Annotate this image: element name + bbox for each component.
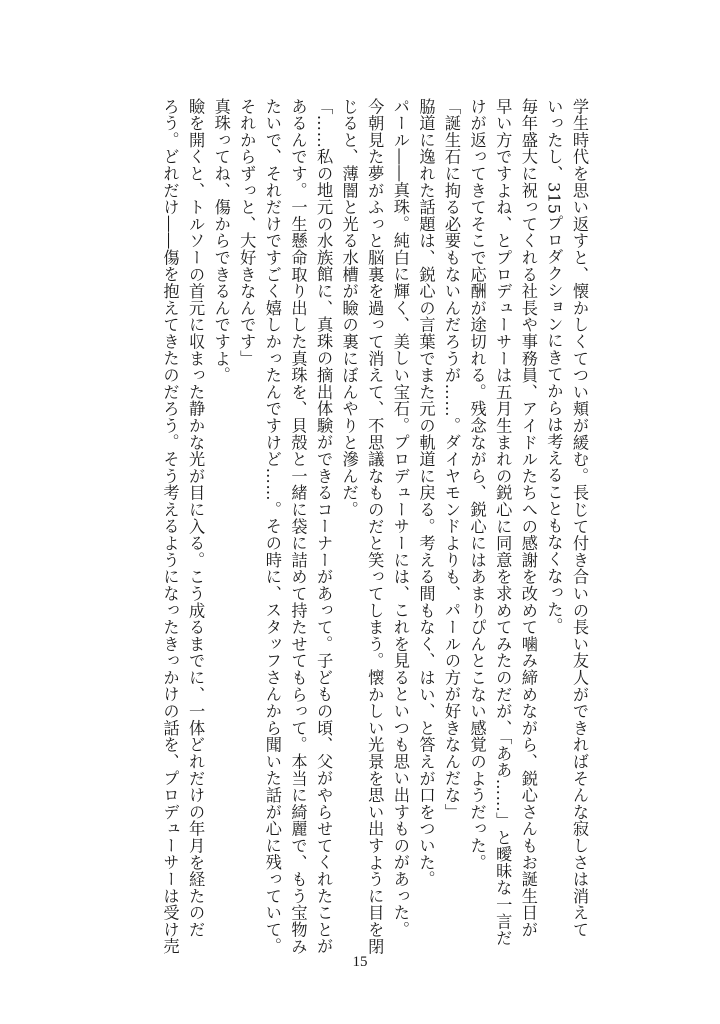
- page-number: 15: [352, 954, 368, 970]
- text-line: 真珠ってね、傷からできるんですよ。: [211, 98, 231, 384]
- text-line: 「誕生石に拘る必要もないんだろうが……。ダイヤモンドよりも、パールの方が好きなんだな」: [442, 98, 462, 821]
- text-line: 毎年盛大に祝ってくれる社長や事務員、アイドルたちへの感謝を改めて噛み締めながら、鋭心さんもお誕生日が: [518, 98, 538, 938]
- text-line: あるんです。一生懸命取り出した真珠を、貝殻と一緒に袋に詰めて持たせてもらって。本当に綺麗で、もう宝物み: [288, 98, 308, 955]
- text-line: 脇道に逸れた話題は、鋭心の言葉でまた元の軌道に戻る。考える間もなく、はい、と答えが口をついた。: [416, 98, 436, 888]
- text-line: ろう。どれだけ――傷を抱えてきたのだろう。そう考えるようになったきっかけの話を、プロデューサーは受け売: [160, 98, 180, 955]
- text-line: 早い方ですよね、とプロデューサーは五月生まれの鋭心に同意を求めてみたのだが、「ああ……」と曖昧な一言だ: [493, 98, 513, 947]
- text-line: けが返ってきてそこで応酬が途切れる。残念ながら、鋭心にはあまりぴんとこない感覚のようだった。: [467, 98, 487, 871]
- text-line: パール――真珠。純白に輝く、美しい宝石。プロデューサーには、これを見るといつも思い出すものがあった。: [390, 98, 410, 938]
- text-line: 瞼を開くと、トルソーの首元に収まった静かな光が目に入る。こう成るまでに、一体どれだけの年月を経たのだ: [186, 98, 206, 938]
- vertical-text-block: [157, 98, 592, 955]
- text-line: いったし、315プロダクションにきてからは考えることもなくなった。: [544, 98, 564, 635]
- text-line: 「……私の地元の水族館に、真珠の摘出体験ができるコーナーがあって。子どもの頃、父がやらせてくれたことが: [314, 98, 334, 955]
- text-line: 学生時代を思い返すと、懐かしくてつい頬が緩む。長じて付き合いの長い友人ができればそんな寂しさは消えて: [570, 98, 589, 938]
- text-line: それからずっと、大好きなんです」: [237, 98, 257, 367]
- text-line: 今朝見た夢がふっと脳裏を過って消えて、不思議なものだと笑ってしまう。懐かしい光景を思い出すように目を閉: [365, 98, 385, 955]
- text-line: たいで、それだけですごく嬉しかったんですけど……。その時に、スタッフさんから聞いた話が心に残っていて。: [262, 98, 282, 955]
- text-line: じると、薄闇と光る水槽が瞼の裏にぼんやりと滲んだ。: [339, 98, 359, 518]
